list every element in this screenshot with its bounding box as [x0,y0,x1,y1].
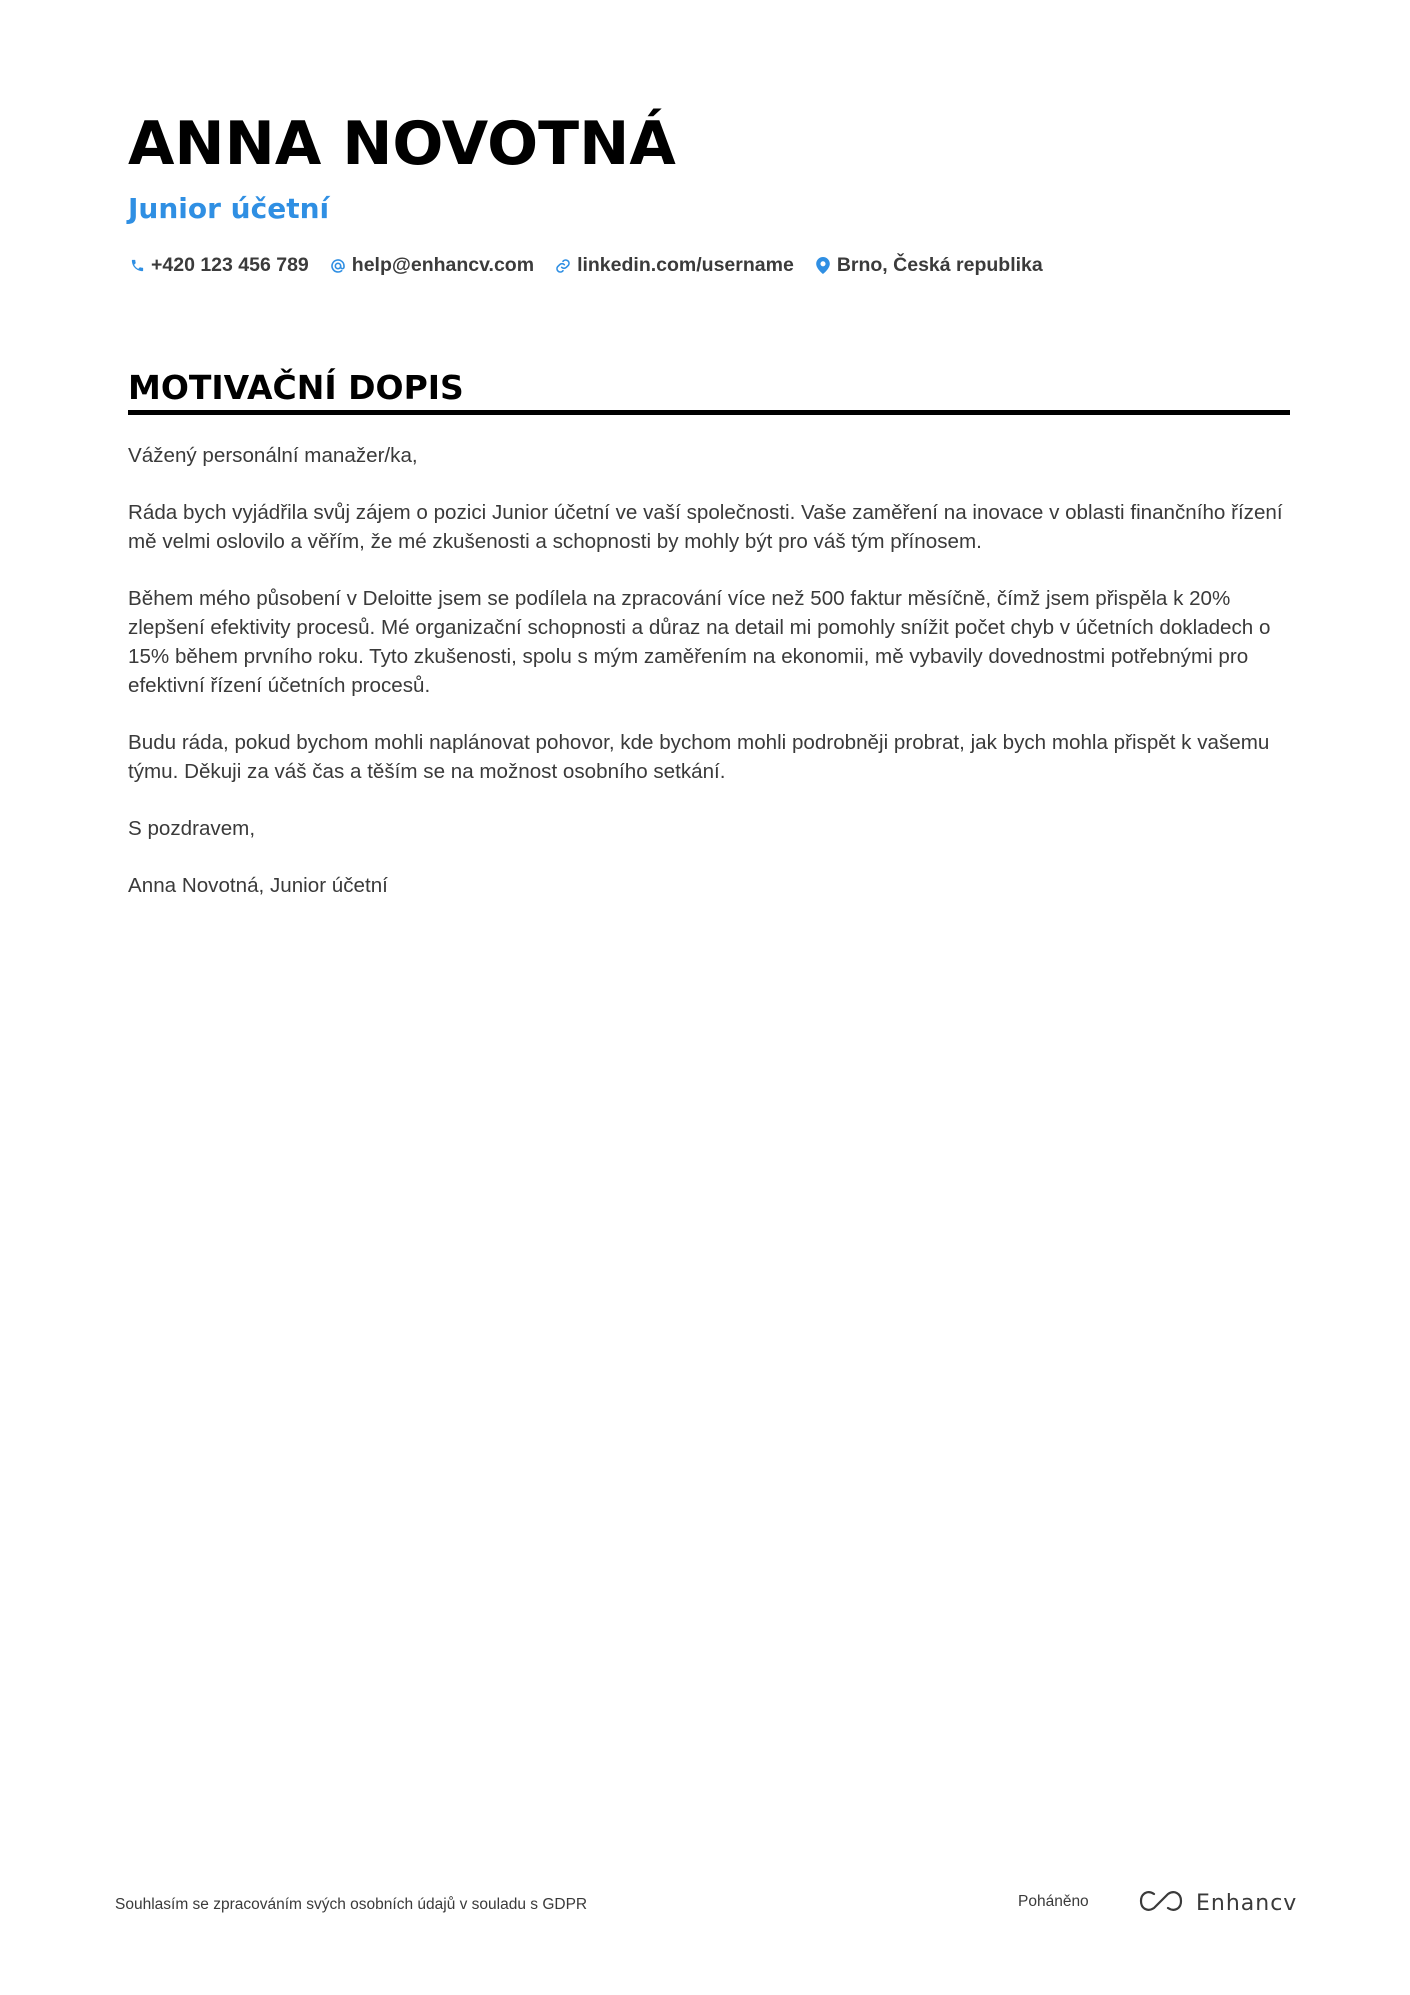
contact-phone-text: +420 123 456 789 [151,254,309,276]
gdpr-consent: Souhlasím se zpracováním svých osobních údajů v souladu s GDPR [115,1896,588,1913]
phone-icon [128,256,146,276]
link-icon [554,256,572,276]
contact-linkedin[interactable] [554,254,794,277]
letter-closing: S pozdravem, [128,817,256,840]
letter-signature: Anna Novotná, Junior účetní [128,874,388,897]
contact-phone[interactable] [128,254,309,277]
contact-linkedin-text: linkedin.com/username [577,254,794,276]
enhancv-logo-text: Enhancv [1196,1890,1298,1916]
enhancv-logo-icon [1138,1889,1184,1917]
contact-bar [128,254,1063,277]
contact-email-text: help@enhancv.com [351,254,535,276]
letter-paragraph: Ráda bych vyjádřila svůj zájem o pozici Junior účetní ve vaší společnosti. Vaše zaměření na inovace v oblasti finančního řízení mě velmi oslovilo a věřím, že mé zkušenosti a schopnosti by mohly být pro váš tým přínosem. [128,501,1283,553]
job-title: Junior účetní [128,192,330,225]
location-pin-icon [814,256,832,276]
letter-paragraph: Během mého působení v Deloitte jsem se podílela na zpracování více než 500 faktur měsíčně, čímž jsem přispěla k 20% zlepšení efektivity procesů. Mé organizační schopnosti a důraz na detail mi pomohly snížit počet chyb v účetních dokladech o 15% během prvního roku. Tyto zkušenosti, spolu s mým zaměřením na ekonomii, mě vybavily dovednostmi potřebnými pro efektivní řízení účetních procesů. [128,587,1271,697]
contact-email[interactable] [329,254,534,277]
contact-location [814,254,1043,277]
candidate-name: ANNA NOVOTNÁ [128,109,676,179]
letter-body [128,441,1290,928]
letter-greeting: Vážený personální manažer/ka, [128,444,418,467]
contact-location-text: Brno, Česká republika [836,254,1043,276]
powered-by-label: Poháněno [1018,1893,1089,1910]
section-divider [128,410,1290,415]
at-icon [329,256,347,276]
letter-paragraph: Budu ráda, pokud bychom mohli naplánovat pohovor, kde bychom mohli podrobněji probrat, jak bych mohla přispět k vašemu týmu. Děkuji za váš čas a těším se na možnost osobního setkání. [128,731,1270,783]
enhancv-logo[interactable] [1138,1889,1297,1917]
section-title: MOTIVAČNÍ DOPIS [128,368,464,407]
